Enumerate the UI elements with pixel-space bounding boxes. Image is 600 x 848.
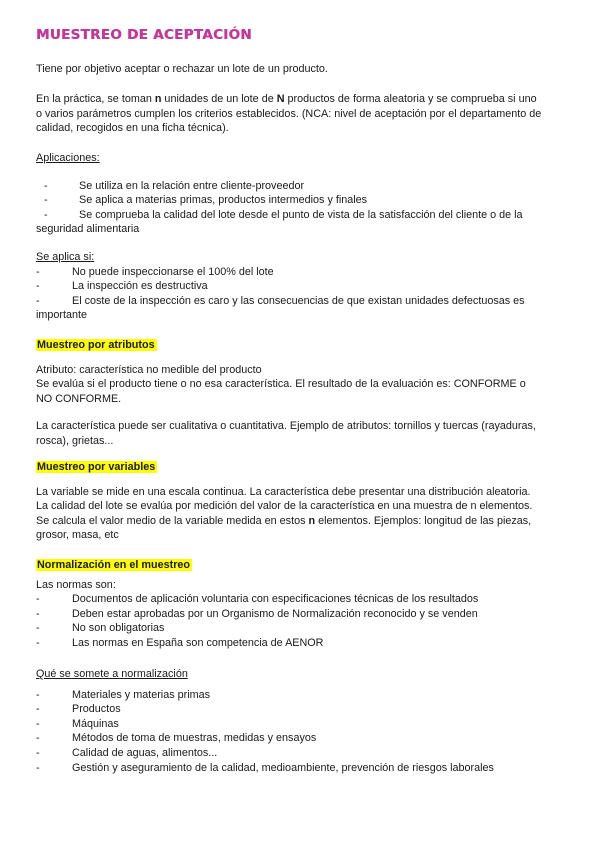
list-item <box>36 761 566 776</box>
practice-line-1 <box>36 92 566 107</box>
variables-text: grosor, masa, etc <box>36 529 119 542</box>
list-item <box>36 179 566 194</box>
list-item <box>36 636 566 651</box>
practice-line-2: o varios parámetros cumplen los criterios establecidos. (NCA: nivel de aceptación por el departamento de <box>36 107 542 120</box>
dash: - <box>36 622 40 635</box>
list-item <box>36 193 566 208</box>
variables-text: La calidad del lote se evalúa por medición del valor de la característica en una muestra de n elementos. <box>36 500 533 513</box>
atributos-heading: Muestreo por atributos <box>37 339 155 351</box>
dash: - <box>36 688 40 701</box>
practice-line-3: calidad, recogidos en una ficha técnica). <box>36 122 229 135</box>
intro-text: Tiene por objetivo aceptar o rechazar un lote de un producto. <box>36 63 328 75</box>
dash: - <box>36 761 40 774</box>
list-item <box>36 279 566 294</box>
normalizacion-intro: Las normas son: <box>36 578 116 591</box>
normalizacion-heading: Normalización en el muestreo <box>37 559 191 571</box>
dash: - <box>36 703 40 716</box>
list-item-text: Máquinas <box>72 717 119 730</box>
dash: - <box>44 208 48 221</box>
list-item <box>36 746 566 761</box>
dash: - <box>44 194 48 207</box>
variables-section <box>36 460 566 543</box>
list-item-text: Gestión y aseguramiento de la calidad, medioambiente, prevención de riesgos laborales <box>72 761 494 774</box>
dash: - <box>36 732 40 745</box>
variables-text-part: elementos. Ejemplos: longitud de las piezas, <box>315 514 532 527</box>
dash: - <box>36 280 40 293</box>
se-aplica-heading: Se aplica si: <box>36 251 95 263</box>
atributos-text: La característica puede ser cualitativa o cuantitativa. Ejemplo de atributos: tornillos y tuercas (rayaduras, <box>36 420 536 433</box>
practice-text: unidades de un lote de <box>161 93 277 105</box>
dash: - <box>36 717 40 730</box>
atributos-text: Se evalúa si el producto tiene o no esa característica. El resultado de la evaluación es: CONFORME o <box>36 378 526 391</box>
dash: - <box>36 294 40 307</box>
list-item-continuation: importante <box>36 309 88 322</box>
list-item-text: Materiales y materias primas <box>72 688 210 701</box>
dash: - <box>36 746 40 759</box>
variables-heading: Muestreo por variables <box>37 461 156 473</box>
list-item-text: El coste de la inspección es caro y las consecuencias de que existan unidades defectuosas es <box>72 294 525 307</box>
list-item <box>36 592 566 607</box>
intro-paragraph <box>36 62 566 77</box>
aplicaciones-section <box>36 151 566 237</box>
list-item-text: No puede inspeccionarse el 100% del lote <box>72 265 274 278</box>
dash: - <box>44 179 48 192</box>
list-item-text: Se comprueba la calidad del lote desde el punto de vista de la satisfacción del cliente o de la <box>79 208 523 221</box>
atributos-text: rosca), grietas... <box>36 434 114 447</box>
list-item <box>36 265 566 280</box>
list-item <box>36 294 566 309</box>
list-item-text: Productos <box>72 703 121 716</box>
list-item <box>36 731 566 746</box>
variables-text: La variable se mide en una escala continua. La característica debe presentar una distribución aleatoria. <box>36 485 531 498</box>
dash: - <box>36 636 40 649</box>
atributos-text: NO CONFORME. <box>36 392 122 405</box>
practice-paragraph <box>36 92 566 136</box>
practice-n: n <box>154 93 162 105</box>
list-item-text: La inspección es destructiva <box>72 280 208 293</box>
list-item-text: No son obligatorias <box>72 622 165 635</box>
list-item-text: Calidad de aguas, alimentos... <box>72 746 218 759</box>
page-title: MUESTREO DE ACEPTACIÓN <box>36 27 252 43</box>
variables-text-part: Se calcula el valor medio de la variable medida en estos <box>36 514 309 527</box>
list-item-text: Se aplica a materias primas, productos intermedios y finales <box>79 194 368 207</box>
normalizacion-section <box>36 558 566 651</box>
dash: - <box>36 593 40 606</box>
dash: - <box>36 607 40 620</box>
list-item-text: Las normas en España son competencia de AENOR <box>72 636 324 649</box>
list-item <box>36 208 566 223</box>
list-item <box>36 621 566 636</box>
list-item-continuation: seguridad alimentaria <box>36 223 140 236</box>
practice-N: N <box>276 93 285 105</box>
list-item-text: Documentos de aplicación voluntaria con especificaciones técnicas de los resultados <box>72 593 479 606</box>
list-item <box>36 717 566 732</box>
variables-text <box>36 514 566 529</box>
list-item <box>36 702 566 717</box>
atributos-section <box>36 338 566 449</box>
practice-text: En la práctica, se toman <box>36 93 155 105</box>
sometido-heading: Qué se somete a normalización <box>36 668 188 680</box>
practice-text: productos de forma aleatoria y se comprueba si uno <box>284 93 537 105</box>
list-item-text: Métodos de toma de muestras, medidas y ensayos <box>72 732 317 745</box>
list-item <box>36 688 566 703</box>
list-item-text: Se utiliza en la relación entre cliente-proveedor <box>79 179 305 192</box>
aplicaciones-heading: Aplicaciones: <box>36 152 100 164</box>
list-item <box>36 607 566 622</box>
se-aplica-section <box>36 250 566 323</box>
sometido-section <box>36 667 566 775</box>
atributos-definition: Atributo: característica no medible del producto <box>36 363 262 376</box>
dash: - <box>36 265 40 278</box>
variables-n: n <box>308 514 316 527</box>
list-item-text: Deben estar aprobadas por un Organismo de Normalización reconocido y se venden <box>72 607 478 620</box>
